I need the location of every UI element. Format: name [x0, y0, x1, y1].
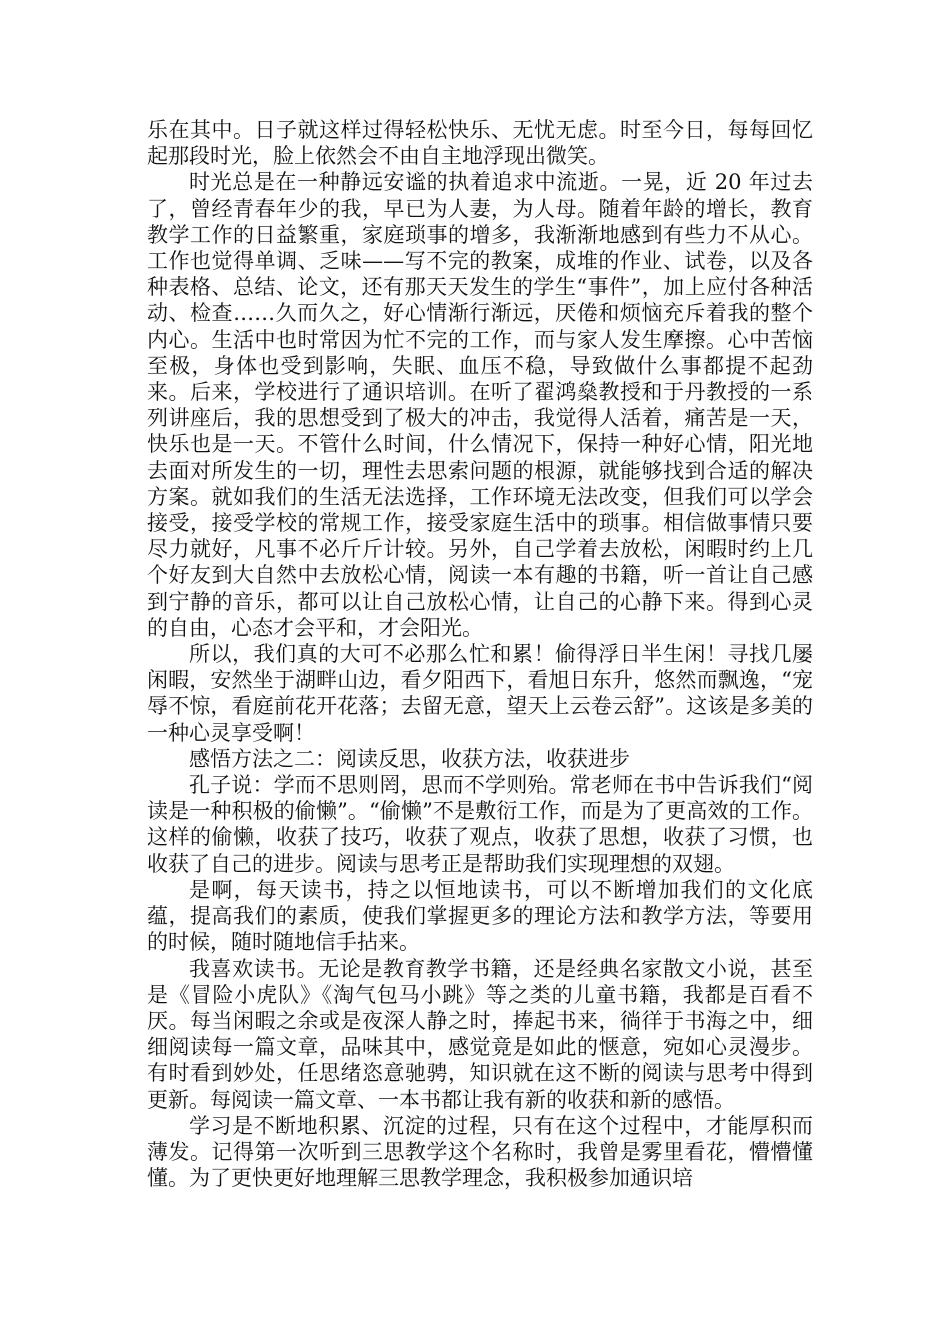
paragraph: 是啊，每天读书，持之以恒地读书，可以不断增加我们的文化底蕴，提高我们的素质，使我们掌握更多的理论方法和教学方法，等要用的时候，随时随地信手拈来。 [147, 877, 813, 955]
paragraph: 乐在其中。日子就这样过得轻松快乐、无忧无虑。时至今日，每每回忆起那段时光，脸上依然会不由自主地浮现出微笑。 [147, 118, 813, 169]
paragraph: 学习是不断地积累、沉淀的过程，只有在这个过程中，才能厚积而薄发。记得第一次听到三思教学这个名称时，我曾是雾里看花，懵懵懂懂。为了更快更好地理解三思教学理念，我积极参加通识培 [147, 1113, 813, 1191]
section-heading: 感悟方法之二：阅读反思，收获方法，收获进步 [189, 746, 630, 771]
document-body [147, 117, 813, 1191]
paragraph: 我喜欢读书。无论是教育教学书籍，还是经典名家散文小说，甚至是《冒险小虎队》《淘气包马小跳》等之类的儿童书籍，我都是百看不厌。每当闲暇之余或是夜深人静之时，捧起书来，徜徉于书海之中，细细阅读每一篇文章，品味其中，感觉竟是如此的惬意，宛如心灵漫步。有时看到妙处，任思绪恣意驰骋，知识就在这不断的阅读与思考中得到更新。每阅读一篇文章、一本书都让我有新的收获和新的感悟。 [147, 956, 813, 1112]
paragraph: 所以，我们真的大可不必那么忙和累！偷得浮日半生闲！寻找几屡闲暇，安然坐于湖畔山边，看夕阳西下，看旭日东升，悠然而飘逸，“宠辱不惊，看庭前花开花落；去留无意，望天上云卷云舒”。这该是多美的一种心灵享受啊！ [147, 642, 813, 745]
paragraph: 时光总是在一种静远安谧的执着追求中流逝。一晃，近 20 年过去了，曾经青春年少的我，早已为人妻，为人母。随着年龄的增长，教育教学工作的日益繁重，家庭琐事的增多，我渐渐地感到有些力不从心。工作也觉得单调、乏味——写不完的教案，成堆的作业、试卷，以及各种表格、总结、论文，还有那天天发生的学生“事件”，加上应付各种活动、检查……久而久之，好心情渐行渐远，厌倦和烦恼充斥着我的整个内心。生活中也时常因为忙不完的工作，而与家人发生摩擦。心中苦恼至极，身体也受到影响，失眠、血压不稳，导致做什么事都提不起劲来。后来，学校进行了通识培训。在听了翟鸿燊教授和于丹教授的一系列讲座后，我的思想受到了极大的冲击，我觉得人活着，痛苦是一天，快乐也是一天。不管什么时间，什么情况下，保持一种好心情，阳光地去面对所发生的一切，理性去思索问题的根源，就能够找到合适的解决方案。就如我们的生活无法选择，工作环境无法改变，但我们可以学会接受，接受学校的常规工作，接受家庭生活中的琐事。相信做事情只要尽力就好，凡事不必斤斤计较。另外，自己学着去放松，闲暇时约上几个好友到大自然中去放松心情，阅读一本有趣的书籍，听一首让自己感到宁静的音乐，都可以让自己放松心情，让自己的心静下来。得到心灵的自由，心态才会平和，才会阳光。 [147, 170, 813, 640]
paragraph: 孔子说：学而不思则罔，思而不学则殆。常老师在书中告诉我们“阅读是一种积极的偷懒”。“偷懒”不是敷衍工作，而是为了更高效的工作。这样的偷懒，收获了技巧，收获了观点，收获了思想，收获了习惯，也收获了自己的进步。阅读与思考正是帮助我们实现理想的双翅。 [147, 773, 813, 876]
